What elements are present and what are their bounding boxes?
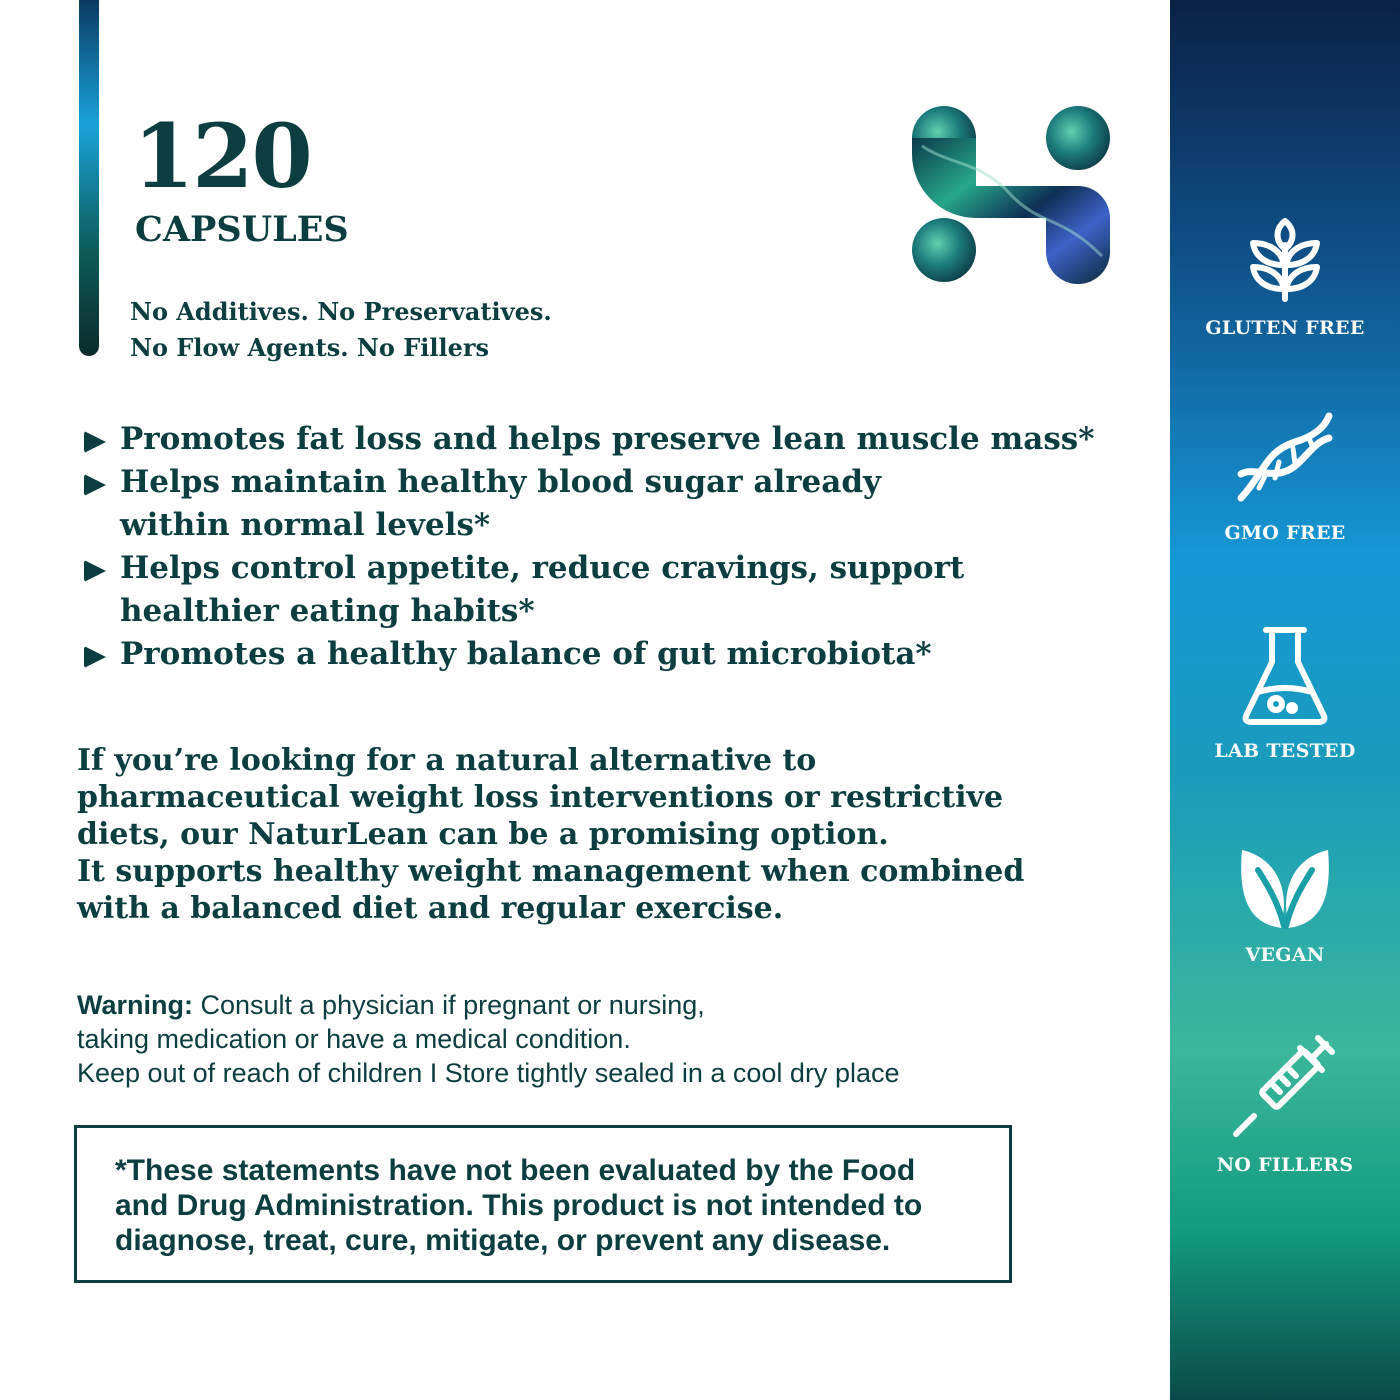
fda-disclaimer: *These statements have not been evaluated by the Food and Drug Administration. This product is not intended to diagnose, treat, cure, mitigate, or prevent any disease. [115, 1154, 923, 1257]
badge-vegan [1170, 846, 1400, 966]
play-bullet-icon [84, 431, 106, 453]
badge-gluten-free [1170, 215, 1400, 339]
capsule-unit: CAPSULES [135, 209, 349, 250]
brand-logo [912, 106, 1110, 284]
flask-icon [1240, 626, 1330, 726]
storage-text: Keep out of reach of children I Store tightly sealed in a cool dry place [77, 1058, 900, 1088]
leaf-icon [1238, 846, 1332, 930]
claim-line: No Flow Agents. No Fillers [130, 333, 490, 362]
warning-text: taking medication or have a medical condition. [77, 1024, 631, 1054]
badge-label: GMO FREE [1224, 522, 1346, 544]
warning-text: Consult a physician if pregnant or nursing, [192, 990, 705, 1020]
wheat-icon [1245, 215, 1325, 303]
play-bullet-icon [84, 560, 106, 582]
badge-label: LAB TESTED [1214, 740, 1356, 762]
play-bullet-icon [84, 474, 106, 496]
claim-line: No Additives. No Preservatives. [130, 297, 552, 326]
badge-gmo-free [1170, 412, 1400, 544]
badge-lab-tested [1170, 626, 1400, 762]
badge-label: VEGAN [1245, 944, 1325, 966]
dna-icon [1235, 412, 1335, 508]
syringe-icon [1230, 1030, 1340, 1140]
badge-panel [1170, 0, 1400, 1400]
warning-label: Warning: [77, 990, 193, 1020]
badge-label: NO FILLERS [1216, 1154, 1354, 1176]
warning-block [77, 988, 1117, 1090]
capsule-count: 120 [133, 104, 311, 208]
purity-claims [130, 294, 552, 366]
badge-label: GLUTEN FREE [1205, 317, 1365, 339]
benefit-item: Promotes fat loss and helps preserve lean muscle mass* [84, 418, 1144, 461]
accent-bar [79, 0, 99, 356]
benefit-item: Helps maintain healthy blood sugar already within normal levels* [84, 461, 1144, 547]
benefit-item: Promotes a healthy balance of gut microbiota* [84, 633, 1144, 676]
benefit-item: Helps control appetite, reduce cravings, support healthier eating habits* [84, 547, 1144, 633]
badge-no-fillers [1170, 1030, 1400, 1176]
fda-disclaimer-box [74, 1125, 1012, 1283]
play-bullet-icon [84, 646, 106, 668]
product-description: If you’re looking for a natural alternative to pharmaceutical weight loss interventions or restrictive diets, our NaturLean can be a promising option. It supports healthy weight management when combined with a balanced diet and regular exercise. [77, 743, 1025, 926]
benefit-list [84, 418, 1144, 676]
